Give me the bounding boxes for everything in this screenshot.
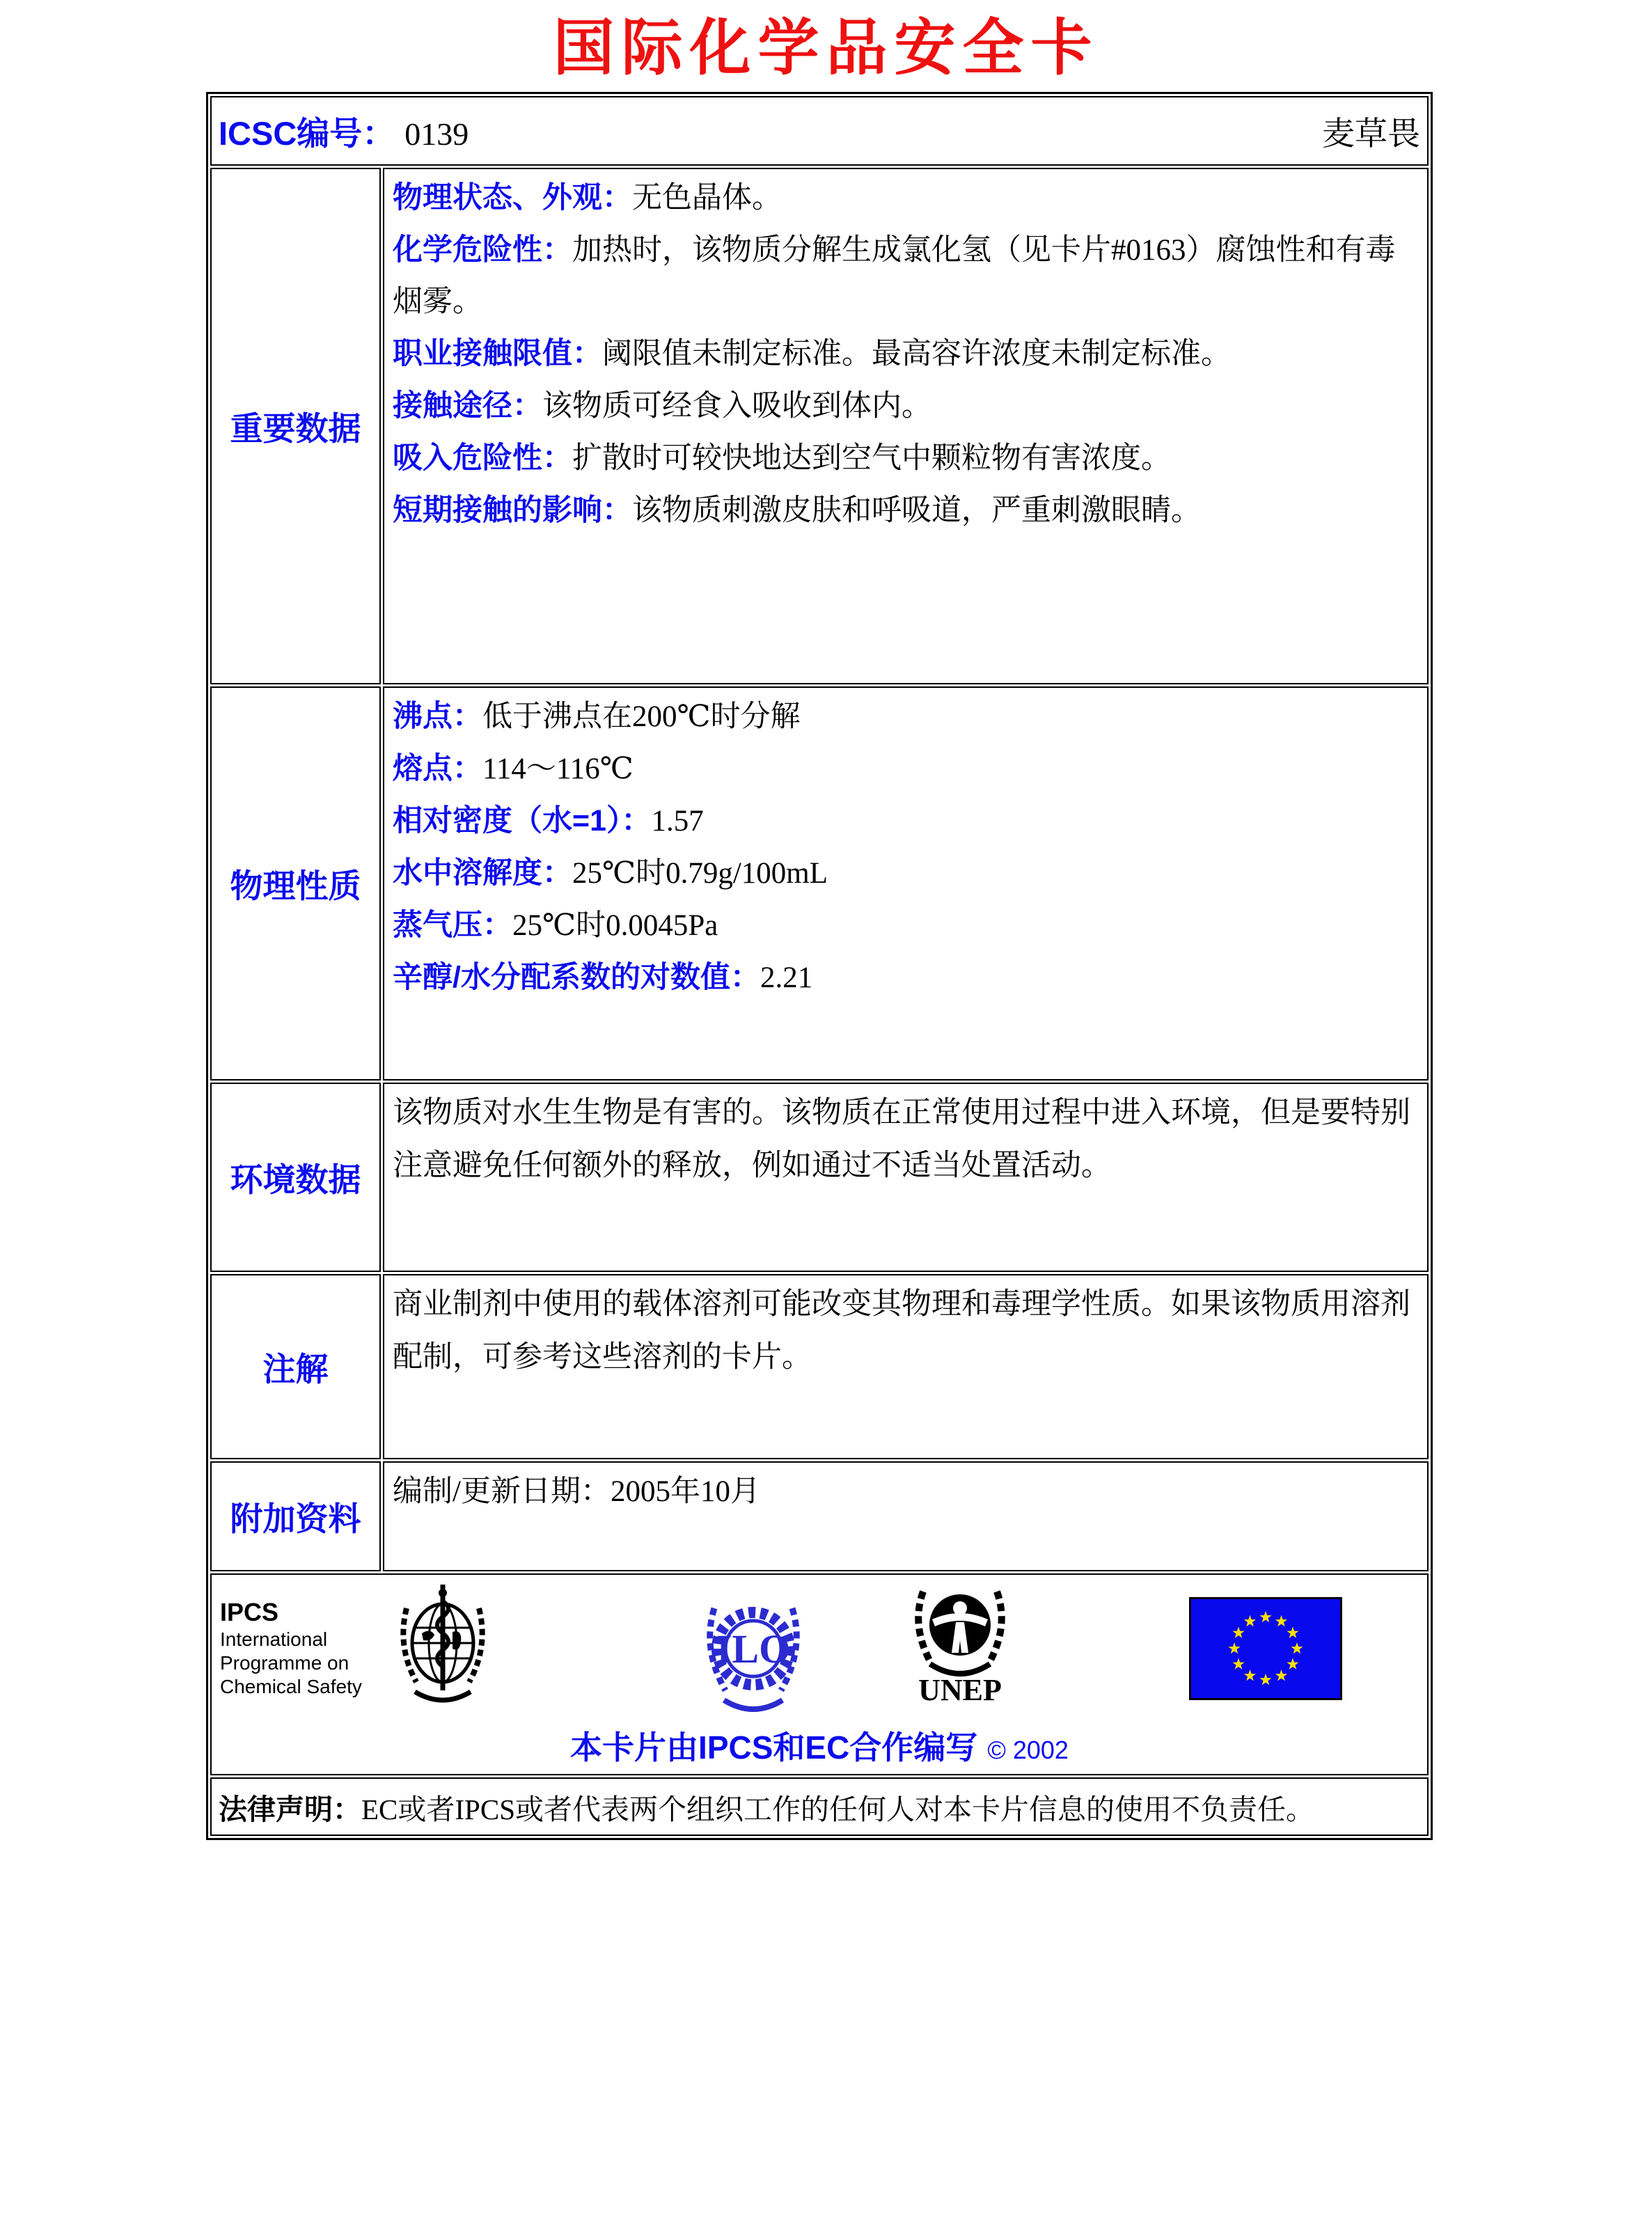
environmental-data-row: [210, 1083, 1429, 1272]
notes-row: [210, 1274, 1429, 1459]
important-line: [393, 432, 1419, 485]
physical-properties-row: [210, 686, 1429, 1081]
field-value: 1.57: [651, 805, 704, 838]
header-row: [210, 96, 1429, 166]
ipcs-line: Chemical Safety: [220, 1676, 362, 1697]
unep-logo-icon: [908, 1580, 1012, 1717]
environmental-data-content: [383, 1083, 1429, 1272]
notes-content: [383, 1274, 1429, 1459]
physical-line: [393, 743, 1419, 795]
section-label-environment: 环境数据: [210, 1083, 381, 1272]
section-label-notes: 注解: [210, 1274, 381, 1459]
field-label: 辛醇/水分配系数的对数值：: [393, 961, 760, 994]
field-value: 加热时，该物质分解生成氯化氢（见卡片#0163）腐蚀性和有毒烟雾。: [393, 234, 1396, 318]
icsc-card-table: [206, 92, 1433, 1840]
additional-info-row: [210, 1461, 1429, 1571]
legal-row: [210, 1777, 1429, 1836]
field-value: 该物质刺激皮肤和呼吸道，严重刺激眼睛。: [632, 494, 1201, 527]
important-data-row: [210, 168, 1429, 684]
field-value: 114～116℃: [482, 753, 634, 785]
physical-properties-content: [383, 686, 1429, 1081]
legal-text: EC或者IPCS或者代表两个组织工作的任何人对本卡片信息的使用不负责任。: [361, 1793, 1314, 1825]
footer-caption: [212, 1722, 1427, 1768]
field-label: 熔点：: [393, 752, 482, 785]
icsc-number-value: 0139: [404, 116, 469, 152]
update-date-line: 编制/更新日期：2005年10月: [393, 1475, 760, 1508]
ipcs-acronym: IPCS: [220, 1598, 279, 1626]
physical-line: [393, 795, 1419, 847]
caption-text: 本卡片由IPCS和EC合作编写: [570, 1729, 978, 1766]
field-value: 低于沸点在200℃时分解: [482, 700, 801, 733]
field-label: 职业接触限值：: [393, 337, 602, 370]
field-label: 短期接触的影响：: [393, 494, 632, 527]
field-value: 阈限值未制定标准。最高容许浓度未制定标准。: [602, 338, 1231, 370]
legal-cell: [210, 1777, 1429, 1836]
field-value: 无色晶体。: [632, 182, 782, 214]
header-cell: [210, 96, 1429, 166]
field-value: 扩散时可较快地达到空气中颗粒物有害浓度。: [572, 442, 1171, 475]
field-label: 沸点：: [393, 700, 482, 733]
field-label: 蒸气压：: [393, 909, 512, 942]
section-label-important: 重要数据: [210, 168, 381, 684]
field-label: 吸入危险性：: [393, 441, 572, 475]
notes-paragraph: 商业制剂中使用的载体溶剂可能改变其物理和毒理学性质。如果该物质用溶剂配制，可参考这些溶剂的卡片。: [393, 1288, 1410, 1374]
page-title: 国际化学品安全卡: [553, 15, 1099, 83]
field-label: 接触途径：: [393, 389, 542, 423]
field-label: 水中溶解度：: [393, 856, 572, 890]
ilo-letters: ILO: [716, 1626, 791, 1672]
ipcs-line: International: [220, 1628, 328, 1650]
field-label: 化学危险性：: [393, 233, 572, 267]
important-line: [393, 224, 1419, 328]
field-label: 物理状态、外观：: [393, 181, 632, 214]
ipcs-wordmark: [220, 1597, 362, 1699]
chemical-name: 麦草畏: [1322, 116, 1420, 152]
field-value: 该物质可经食入吸收到体内。: [542, 390, 931, 423]
physical-line: [393, 691, 1419, 743]
field-label: 相对密度（水=1）：: [393, 804, 652, 838]
section-label-additional: 附加资料: [210, 1461, 381, 1571]
field-value: 25℃时0.79g/100mL: [572, 857, 828, 890]
important-line: [393, 485, 1419, 537]
additional-info-content: [383, 1461, 1429, 1571]
field-value: 25℃时0.0045Pa: [512, 909, 718, 942]
eu-flag-icon: [1189, 1597, 1342, 1700]
ipcs-line: Programme on: [220, 1652, 349, 1674]
environment-paragraph: 该物质对水生生物是有害的。该物质在正常使用过程中进入环境，但是要特别注意避免任何额外的释放，例如通过不适当处置活动。: [393, 1097, 1410, 1182]
field-value: 2.21: [760, 961, 813, 994]
important-line: [393, 172, 1419, 224]
important-line: [393, 328, 1419, 380]
physical-line: [393, 952, 1419, 1004]
copyright-text: © 2002: [987, 1736, 1069, 1764]
icsc-number-group: [219, 108, 469, 155]
ilo-logo-icon: [698, 1585, 809, 1721]
section-label-physical: 物理性质: [210, 686, 381, 1081]
physical-line: [393, 899, 1419, 952]
unep-letters: UNEP: [918, 1673, 1002, 1707]
physical-line: [393, 847, 1419, 899]
important-data-content: [383, 168, 1429, 684]
who-logo-icon: [394, 1580, 491, 1717]
footer-cell: [210, 1573, 1429, 1775]
icsc-number-label: ICSC编号：: [219, 114, 395, 152]
important-line: [393, 380, 1419, 432]
footer-row: [210, 1573, 1429, 1775]
legal-label: 法律声明：: [219, 1793, 361, 1825]
